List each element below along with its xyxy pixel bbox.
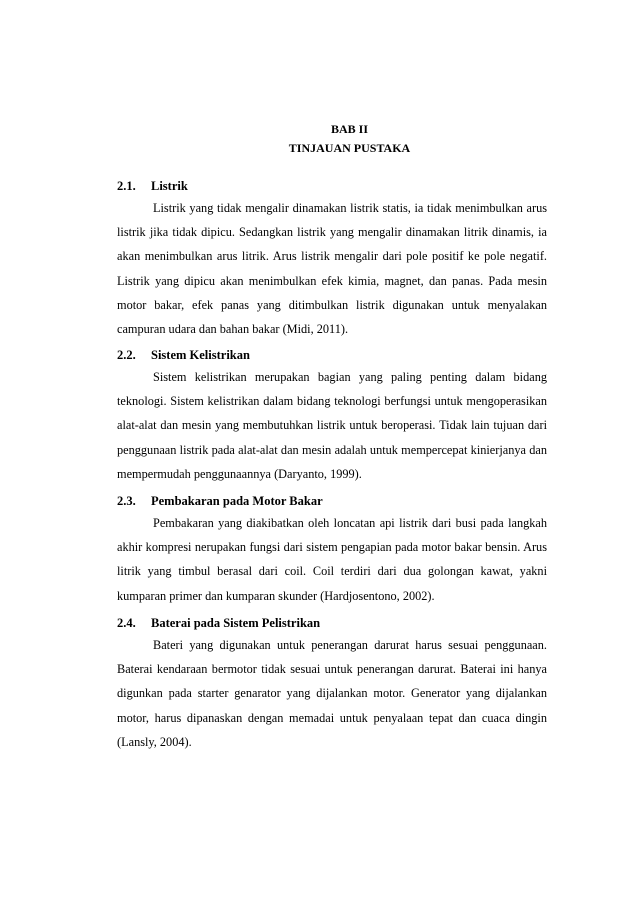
section-baterai: [117, 613, 547, 754]
section-heading: [117, 345, 547, 365]
section-number: 2.2.: [117, 348, 136, 362]
section-heading: [117, 613, 547, 633]
section-paragraph: Pembakaran yang diakibatkan oleh loncatan api listrik dari busi pada langkah akhir kompresi nerupakan fungsi dari sistem pengapian pada motor bakar bensin. Arus litrik yang timbul berasal dari coil. Coil terdiri dari dua golongan kawat, yakni kumparan primer dan kumparan skunder (Hardjosentono, 2002).: [117, 516, 547, 603]
section-paragraph: Listrik yang tidak mengalir dinamakan listrik statis, ia tidak menimbulkan arus listrik jika tidak dipicu. Sedangkan listrik yang mengalir dinamakan litrik dinamis, ia akan menimbulkan arus litrik. Arus listrik mengalir dari pole positif ke pole negatif. Listrik yang dipicu akan menimbulkan efek kimia, magnet, dan panas. Pada mesin motor bakar, efek panas yang ditimbulkan listrik digunakan untuk menyalakan campuran udara dan bahan bakar (Midi, 2011).: [117, 201, 547, 337]
chapter-label: BAB II: [330, 122, 368, 136]
section-heading: [117, 176, 547, 196]
section-pembakaran: [117, 491, 547, 608]
section-number: 2.1.: [117, 179, 136, 193]
section-title: Sistem Kelistrikan: [151, 348, 250, 362]
section-listrik: [117, 176, 547, 341]
section-title: Listrik: [151, 179, 188, 193]
section-number: 2.3.: [117, 494, 136, 508]
section-sistem-kelistrikan: [117, 345, 547, 486]
section-number: 2.4.: [117, 616, 136, 630]
chapter-title: TINJAUAN PUSTAKA: [288, 141, 411, 155]
section-heading: [117, 491, 547, 511]
section-paragraph: Sistem kelistrikan merupakan bagian yang paling penting dalam bidang teknologi. Sistem kelistrikan dalam bidang teknologi berfungsi untuk mengoperasikan alat-alat dan mesin yang membutuhkan listrik untuk beroperasi. Tidak lain tujuan dari penggunaan listrik pada alat-alat dan mesin adalah untuk mempercepat kinierjanya dan mempermudah penggunaannya (Daryanto, 1999).: [117, 370, 547, 481]
section-title: Baterai pada Sistem Pelistrikan: [151, 616, 321, 630]
section-paragraph: Bateri yang digunakan untuk penerangan darurat harus sesuai penggunaan. Baterai kendaraan bermotor tidak sesuai untuk penerangan darurat. Baterai ini hanya digunkan pada starter genarator yang dijalankan motor. Generator yang dijalankan motor, harus dipanaskan dengan memadai untuk penyalaan tepat dan cuaca dingin (Lansly, 2004).: [117, 638, 547, 749]
section-title: Pembakaran pada Motor Bakar: [151, 494, 323, 508]
